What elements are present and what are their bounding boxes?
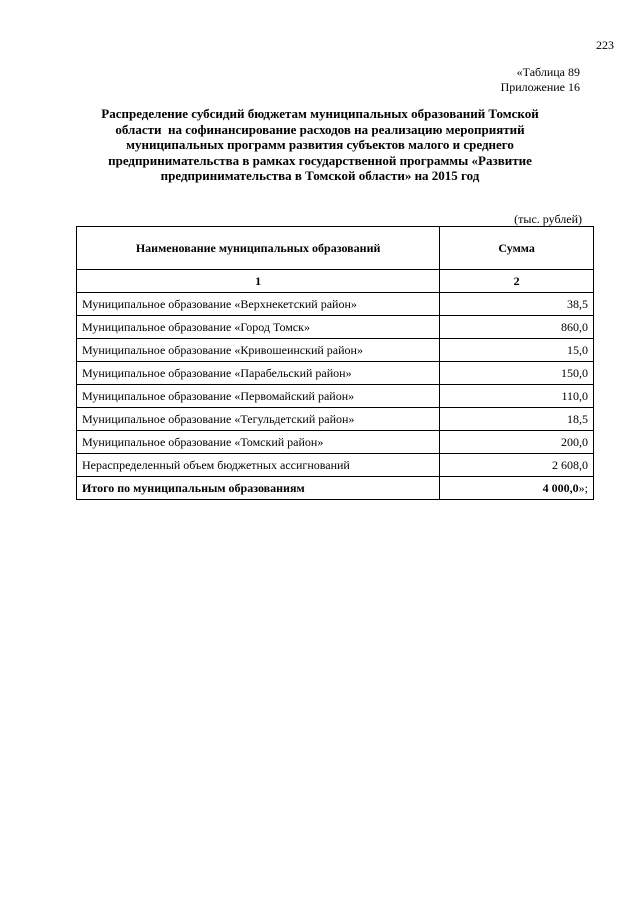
amount-cell: 38,5 — [440, 293, 594, 316]
municipality-name: Муниципальное образование «Томский район» — [77, 431, 440, 454]
table-row — [77, 431, 594, 454]
table-row — [77, 339, 594, 362]
document-title — [80, 106, 560, 184]
municipality-name: Муниципальное образование «Верхнекетский район» — [77, 293, 440, 316]
municipality-name: Муниципальное образование «Кривошеинский район» — [77, 339, 440, 362]
table-header-row — [77, 227, 594, 270]
municipality-name: Муниципальное образование «Первомайский район» — [77, 385, 440, 408]
title-line: муниципальных программ развития субъектов малого и среднего — [126, 137, 514, 152]
total-label: Итого по муниципальным образованиям — [77, 477, 440, 500]
title-line: предпринимательства в Томской области» на 2015 год — [160, 168, 480, 183]
table-row — [77, 362, 594, 385]
table-row — [77, 408, 594, 431]
closing-quote: »; — [578, 480, 588, 495]
title-line: Распределение субсидий бюджетам муниципальных образований Томской — [101, 106, 539, 121]
municipality-name: Нераспределенный объем бюджетных ассигнований — [77, 454, 440, 477]
table-number: «Таблица 89 — [516, 65, 580, 79]
title-line: предпринимательства в рамках государственной программы «Развитие — [108, 152, 532, 168]
column-number: 2 — [440, 270, 594, 293]
page-number: 223 — [596, 38, 614, 52]
table-row — [77, 454, 594, 477]
municipality-name: Муниципальное образование «Тегульдетский район» — [77, 408, 440, 431]
column-header-sum: Сумма — [440, 227, 594, 270]
amount-cell: 200,0 — [440, 431, 594, 454]
table-row — [77, 385, 594, 408]
amount-cell: 15,0 — [440, 339, 594, 362]
municipality-name: Муниципальное образование «Город Томск» — [77, 316, 440, 339]
appendix-number: Приложение 16 — [500, 80, 580, 94]
table-row — [77, 293, 594, 316]
amount-cell: 110,0 — [440, 385, 594, 408]
subsidy-table — [76, 226, 594, 500]
amount-cell: 860,0 — [440, 316, 594, 339]
table-row — [77, 316, 594, 339]
table-reference — [501, 65, 580, 95]
title-line: области на софинансирование расходов на реализацию мероприятий — [115, 121, 525, 137]
amount-cell: 2 608,0 — [440, 454, 594, 477]
municipality-name: Муниципальное образование «Парабельский район» — [77, 362, 440, 385]
total-amount: 4 000,0 — [542, 480, 579, 495]
amount-cell: 18,5 — [440, 408, 594, 431]
column-number: 1 — [77, 270, 440, 293]
total-amount-cell — [440, 477, 594, 500]
amount-cell: 150,0 — [440, 362, 594, 385]
total-row — [77, 477, 594, 500]
units-label: (тыс. рублей) — [514, 212, 582, 226]
column-header-name: Наименование муниципальных образований — [77, 227, 440, 270]
column-number-row — [77, 270, 594, 293]
